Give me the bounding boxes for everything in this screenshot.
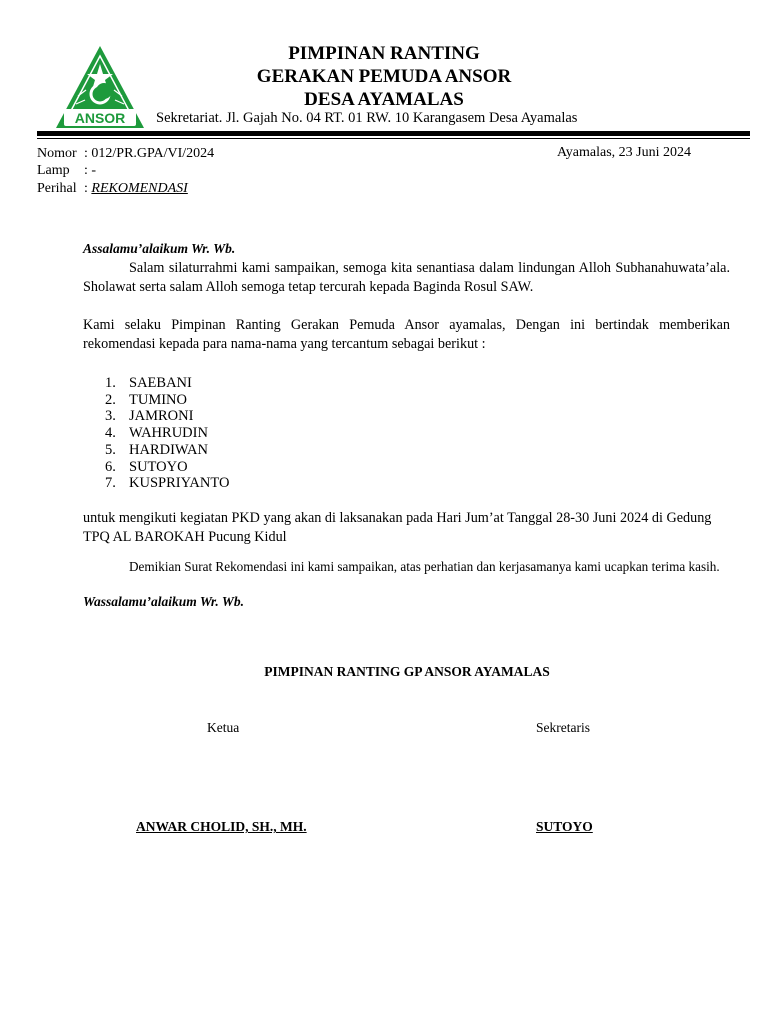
lamp-value: : -	[84, 163, 97, 178]
list-item	[105, 459, 229, 476]
left-signatory-name: ANWAR CHOLID, SH., MH.	[136, 819, 307, 834]
list-item-number: 6.	[105, 458, 116, 475]
list-item	[105, 425, 229, 442]
left-role: Ketua	[207, 720, 240, 735]
ansor-logo	[54, 44, 146, 130]
closing: Wassalamu’alaikum Wr. Wb.	[83, 594, 245, 609]
list-item	[105, 442, 229, 459]
perihal-colon: :	[84, 181, 92, 196]
list-item-number: 4.	[105, 425, 116, 442]
list-item	[105, 392, 229, 409]
list-item-name: SAEBANI	[129, 375, 192, 391]
nomor-value: : 012/PR.GPA/VI/2024	[84, 146, 215, 161]
list-item-name: SUTOYO	[129, 458, 188, 475]
perihal-row	[84, 180, 188, 197]
paragraph-4: Demikian Surat Rekomendasi ini kami sampaikan, atas perhatian dan kerjasamanya kami ucapkan terima kasih.	[129, 559, 720, 574]
list-item-name: HARDIWAN	[129, 441, 208, 458]
list-item-number: 3.	[105, 408, 116, 425]
letterhead-line-2: GERAKAN PEMUDA ANSOR	[256, 66, 512, 87]
lamp-label: Lamp	[37, 163, 70, 178]
list-item-name: KUSPRIYANTO	[129, 475, 230, 492]
nomor-label: Nomor	[37, 146, 77, 161]
perihal-label: Perihal	[37, 181, 77, 196]
list-item	[105, 408, 229, 425]
letterhead-line-1: PIMPINAN RANTING	[288, 43, 480, 64]
list-item-name: WAHRUDIN	[129, 425, 208, 442]
right-role: Sekretaris	[536, 720, 590, 735]
list-item-name: JAMRONI	[129, 408, 194, 425]
letterhead-rule-thin	[37, 138, 750, 139]
letterhead-rule-thick	[37, 131, 750, 136]
list-item-number: 7.	[105, 475, 116, 492]
greeting: Assalamu’alaikum Wr. Wb.	[83, 241, 236, 256]
paragraph-3: untuk mengikuti kegiatan PKD yang akan di laksanakan pada Hari Jum’at Tanggal 28-30 Juni 2024 di Gedung TPQ AL BAROKAH Pucung Kidul	[83, 510, 712, 545]
list-item-number: 5.	[105, 441, 116, 458]
list-item-number: 2.	[105, 391, 116, 408]
paragraph-1: Salam silaturrahmi kami sampaikan, semoga kita senantiasa dalam lindungan Alloh Subhanahuwata’ala. Sholawat serta salam Alloh semoga tetap tercurah kepada Baginda Rosul SAW.	[83, 260, 730, 295]
paragraph-2: Kami selaku Pimpinan Ranting Gerakan Pemuda Ansor ayamalas, Dengan ini bertindak memberikan rekomendasi kepada para nama-nama yang tercantum sebagai berikut :	[83, 317, 730, 352]
list-item-name: TUMINO	[129, 391, 187, 408]
letterhead-address: Sekretariat. Jl. Gajah No. 04 RT. 01 RW. 10 Karangasem Desa Ayamalas	[156, 110, 578, 126]
list-item	[105, 375, 229, 392]
letter-date: Ayamalas, 23 Juni 2024	[556, 145, 691, 160]
list-item-number: 1.	[105, 375, 116, 391]
right-signatory-name: SUTOYO	[536, 819, 593, 834]
perihal-value: REKOMENDASI	[91, 181, 188, 196]
letterhead-line-3: DESA AYAMALAS	[304, 89, 464, 110]
list-item	[105, 475, 229, 492]
logo-text: ANSOR	[74, 110, 126, 126]
name-list	[105, 375, 229, 492]
signature-org: PIMPINAN RANTING GP ANSOR AYAMALAS	[264, 664, 550, 679]
